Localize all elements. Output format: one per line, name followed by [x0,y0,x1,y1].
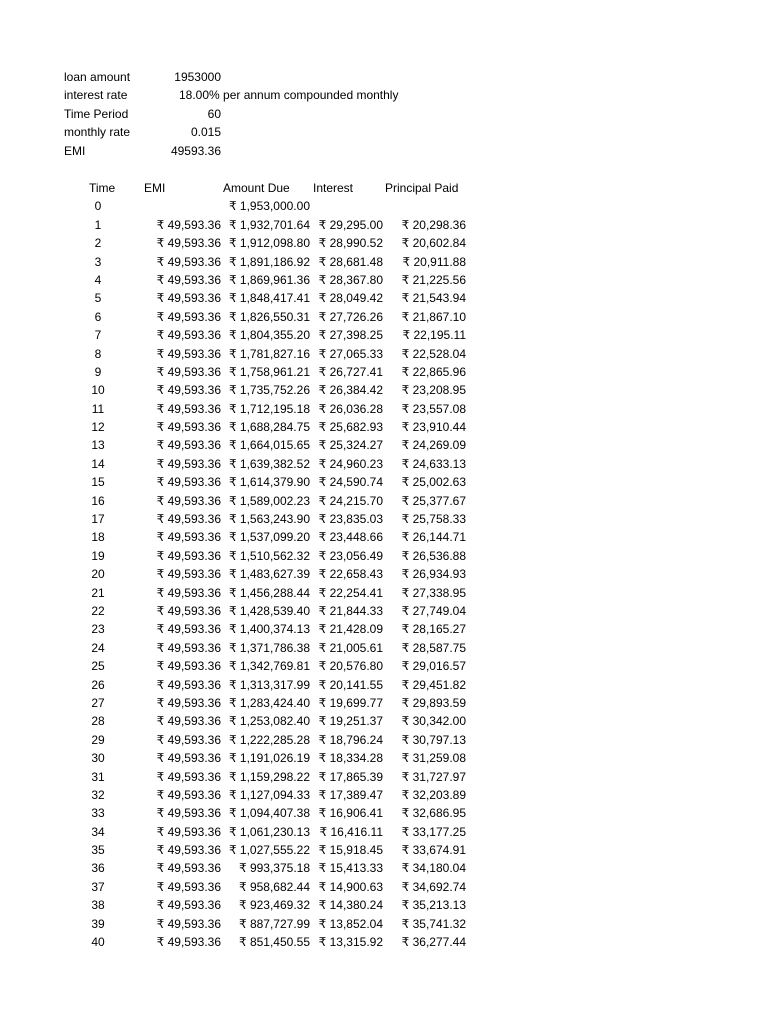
cell-time: 17 [91,512,105,527]
cell-interest: ₹ 15,413.33 [318,861,383,876]
cell-principal-paid: ₹ 26,144.71 [401,530,466,545]
cell-interest: ₹ 21,844.33 [318,603,383,618]
cell-principal-paid: ₹ 35,741.32 [401,916,466,931]
loan-amount-value: 1953000 [174,70,221,84]
cell-amount-due: ₹ 1,589,002.23 [228,493,310,508]
table-row [0,400,768,418]
cell-interest: ₹ 19,699.77 [318,695,383,710]
cell-interest: ₹ 15,918.45 [318,843,383,858]
cell-principal-paid: ₹ 23,910.44 [401,420,466,435]
cell-emi: ₹ 49,593.36 [156,787,221,802]
cell-emi: ₹ 49,593.36 [156,254,221,269]
cell-principal-paid: ₹ 23,557.08 [401,401,466,416]
cell-amount-due: ₹ 1,614,379.90 [228,475,310,490]
cell-emi: ₹ 49,593.36 [156,585,221,600]
cell-amount-due: ₹ 1,848,417.41 [228,291,310,306]
header-amount-due: Amount Due [223,181,290,195]
table-row [0,363,768,381]
cell-time: 15 [91,475,105,490]
cell-amount-due: ₹ 1,159,298.22 [228,769,310,784]
cell-interest: ₹ 23,448.66 [318,530,383,545]
cell-emi: ₹ 49,593.36 [156,493,221,508]
cell-emi: ₹ 49,593.36 [156,916,221,931]
cell-emi: ₹ 49,593.36 [156,456,221,471]
cell-principal-paid: ₹ 26,934.93 [401,567,466,582]
table-row [0,639,768,657]
cell-time: 29 [91,732,105,747]
cell-emi: ₹ 49,593.36 [156,272,221,287]
table-row [0,823,768,841]
cell-interest: ₹ 26,384.42 [318,383,383,398]
table-row [0,289,768,307]
cell-interest: ₹ 23,056.49 [318,548,383,563]
cell-amount-due: ₹ 1,313,317.99 [228,677,310,692]
table-row [0,657,768,675]
table-header [0,179,768,197]
cell-interest: ₹ 27,398.25 [318,328,383,343]
table-row [0,455,768,473]
cell-time: 27 [91,695,105,710]
cell-principal-paid: ₹ 28,165.27 [401,622,466,637]
cell-time: 33 [91,806,105,821]
cell-interest: ₹ 22,254.41 [318,585,383,600]
table-row [0,694,768,712]
cell-principal-paid: ₹ 29,451.82 [401,677,466,692]
cell-interest: ₹ 25,324.27 [318,438,383,453]
cell-principal-paid: ₹ 26,536.88 [401,548,466,563]
cell-time: 3 [94,254,102,269]
cell-emi: ₹ 49,593.36 [156,640,221,655]
table-row [0,584,768,602]
cell-amount-due: ₹ 1,712,195.18 [228,401,310,416]
cell-time: 13 [91,438,105,453]
table-row [0,234,768,252]
cell-interest: ₹ 28,049.42 [318,291,383,306]
cell-time: 8 [94,346,102,361]
table-row [0,749,768,767]
cell-amount-due: ₹ 1,688,284.75 [228,420,310,435]
cell-emi: ₹ 49,593.36 [156,603,221,618]
cell-amount-due: ₹ 1,563,243.90 [228,512,310,527]
cell-emi: ₹ 49,593.36 [156,291,221,306]
cell-interest: ₹ 17,865.39 [318,769,383,784]
cell-interest: ₹ 19,251.37 [318,714,383,729]
cell-amount-due: ₹ 1,222,285.28 [228,732,310,747]
cell-time: 4 [94,272,102,287]
cell-amount-due: ₹ 1,758,961.21 [228,364,310,379]
cell-amount-due: ₹ 1,191,026.19 [228,751,310,766]
cell-emi: ₹ 49,593.36 [156,935,221,950]
cell-principal-paid: ₹ 25,377.67 [401,493,466,508]
cell-principal-paid: ₹ 36,277.44 [401,935,466,950]
cell-amount-due: ₹ 923,469.32 [238,898,310,913]
cell-amount-due: ₹ 1,371,786.38 [228,640,310,655]
cell-principal-paid: ₹ 29,893.59 [401,695,466,710]
cell-emi: ₹ 49,593.36 [156,346,221,361]
table-row [0,528,768,546]
cell-emi: ₹ 49,593.36 [156,769,221,784]
cell-time: 21 [91,585,105,600]
table-row [0,768,768,786]
cell-emi: ₹ 49,593.36 [156,861,221,876]
cell-emi: ₹ 49,593.36 [156,714,221,729]
table-row [0,473,768,491]
table-row [0,896,768,914]
cell-interest: ₹ 24,215.70 [318,493,383,508]
table-row [0,841,768,859]
table-row [0,308,768,326]
cell-amount-due: ₹ 1,826,550.31 [228,309,310,324]
cell-amount-due: ₹ 1,094,407.38 [228,806,310,821]
monthly-rate-label: monthly rate [64,125,131,140]
cell-time: 16 [91,493,105,508]
cell-principal-paid: ₹ 27,749.04 [401,603,466,618]
cell-time: 37 [91,879,105,894]
cell-amount-due: ₹ 1,061,230.13 [228,824,310,839]
header-time: Time [89,181,116,195]
cell-principal-paid: ₹ 20,911.88 [402,254,466,269]
interest-rate-value: 18.00% per annum compounded monthly [179,88,399,103]
cell-principal-paid: ₹ 22,865.96 [401,364,466,379]
cell-interest: ₹ 17,389.47 [318,787,383,802]
table-row [0,676,768,694]
cell-interest: ₹ 26,727.41 [318,364,383,379]
cell-principal-paid: ₹ 23,208.95 [401,383,466,398]
cell-amount-due: ₹ 1,932,701.64 [228,217,310,232]
cell-principal-paid: ₹ 22,528.04 [401,346,466,361]
cell-emi: ₹ 49,593.36 [156,328,221,343]
table-row [0,786,768,804]
table-row [0,731,768,749]
cell-emi: ₹ 49,593.36 [156,622,221,637]
cell-time: 5 [94,291,102,306]
cell-amount-due: ₹ 958,682.44 [238,879,310,894]
cell-emi: ₹ 49,593.36 [156,420,221,435]
cell-interest: ₹ 18,334.28 [318,751,383,766]
cell-amount-due: ₹ 1,283,424.40 [228,695,310,710]
cell-principal-paid: ₹ 27,338.95 [401,585,466,600]
cell-interest: ₹ 21,005.61 [318,640,383,655]
cell-emi: ₹ 49,593.36 [156,843,221,858]
cell-amount-due: ₹ 1,869,961.36 [228,272,310,287]
cell-principal-paid: ₹ 31,727.97 [401,769,466,784]
cell-emi: ₹ 49,593.36 [156,732,221,747]
table-row [0,547,768,565]
cell-principal-paid: ₹ 21,867.10 [401,309,466,324]
cell-principal-paid: ₹ 21,225.56 [401,272,466,287]
cell-amount-due: ₹ 1,735,752.26 [228,383,310,398]
cell-time: 1 [94,217,102,232]
cell-interest: ₹ 22,658.43 [318,567,383,582]
cell-interest: ₹ 28,681.48 [318,254,383,269]
time-period-value: 60 [207,106,221,121]
cell-emi: ₹ 49,593.36 [156,475,221,490]
cell-emi: ₹ 49,593.36 [156,236,221,251]
cell-time: 9 [94,364,102,379]
cell-time: 23 [91,622,105,637]
cell-emi: ₹ 49,593.36 [156,751,221,766]
cell-principal-paid: ₹ 31,259.08 [401,751,466,766]
cell-principal-paid: ₹ 32,203.89 [401,787,466,802]
cell-emi: ₹ 49,593.36 [156,677,221,692]
cell-amount-due: ₹ 1,781,827.16 [228,346,310,361]
cell-time: 26 [91,677,105,692]
cell-interest: ₹ 26,036.28 [318,401,383,416]
cell-principal-paid: ₹ 20,602.84 [401,236,466,251]
table-row [0,565,768,583]
cell-emi: ₹ 49,593.36 [156,695,221,710]
cell-emi: ₹ 49,593.36 [156,879,221,894]
cell-amount-due: ₹ 1,342,769.81 [228,659,310,674]
cell-time: 12 [91,420,105,435]
table-row [0,381,768,399]
table-row [0,418,768,436]
table-row [0,915,768,933]
cell-principal-paid: ₹ 24,269.09 [401,438,466,453]
cell-amount-due: ₹ 851,450.55 [238,935,310,950]
cell-emi: ₹ 49,593.36 [156,898,221,913]
cell-principal-paid: ₹ 32,686.95 [401,806,466,821]
header-emi: EMI [144,181,166,195]
table-row [0,253,768,271]
cell-amount-due: ₹ 1,483,627.39 [228,567,310,582]
cell-emi: ₹ 49,593.36 [156,401,221,416]
cell-principal-paid: ₹ 33,674.91 [401,843,466,858]
cell-amount-due: ₹ 1,664,015.65 [228,438,310,453]
cell-principal-paid: ₹ 30,797.13 [401,732,466,747]
cell-time: 40 [91,935,105,950]
cell-interest: ₹ 24,590.74 [318,475,383,490]
cell-time: 18 [91,530,105,545]
cell-amount-due: ₹ 1,027,555.22 [228,843,310,858]
monthly-rate-value: 0.015 [190,125,221,140]
cell-amount-due: ₹ 1,804,355.20 [228,328,310,343]
interest-rate-label: interest rate [64,88,128,103]
cell-amount-due: ₹ 1,456,288.44 [228,585,310,600]
cell-time: 19 [91,548,105,563]
cell-amount-due: ₹ 1,127,094.33 [228,787,310,802]
cell-emi: ₹ 49,593.36 [156,217,221,232]
cell-amount-due: ₹ 1,912,098.80 [228,236,310,251]
cell-interest: ₹ 14,900.63 [318,879,383,894]
cell-principal-paid: ₹ 35,213.13 [401,898,466,913]
table-row [0,712,768,730]
cell-interest: ₹ 20,141.55 [318,677,383,692]
header-principal-paid: Principal Paid [385,181,459,195]
cell-interest: ₹ 13,852.04 [318,916,383,931]
cell-emi: ₹ 49,593.36 [156,438,221,453]
cell-time: 31 [91,769,105,784]
cell-interest: ₹ 24,960.23 [318,456,383,471]
cell-emi: ₹ 49,593.36 [156,309,221,324]
cell-amount-due: ₹ 1,891,186.92 [228,254,310,269]
cell-principal-paid: ₹ 30,342.00 [401,714,466,729]
cell-emi: ₹ 49,593.36 [156,824,221,839]
cell-time: 38 [91,898,105,913]
cell-time: 34 [91,824,105,839]
header-interest: Interest [313,181,354,195]
cell-emi: ₹ 49,593.36 [156,364,221,379]
cell-time: 2 [94,236,102,251]
cell-amount-due: ₹ 887,727.99 [238,916,310,931]
cell-amount-due: ₹ 1,253,082.40 [228,714,310,729]
cell-emi: ₹ 49,593.36 [156,548,221,563]
cell-interest: ₹ 16,906.41 [318,806,383,821]
table-row [0,859,768,877]
cell-interest: ₹ 21,428.09 [318,622,383,637]
cell-interest: ₹ 16,416.11 [319,824,383,839]
loan-amount-label: loan amount [64,70,131,84]
emi-value: 49593.36 [170,143,221,158]
amortization-table [0,197,768,951]
cell-interest: ₹ 27,065.33 [318,346,383,361]
cell-time: 39 [91,916,105,931]
table-row [0,602,768,620]
cell-principal-paid: ₹ 22,195.11 [402,328,466,343]
cell-interest: ₹ 13,315.92 [318,935,383,950]
cell-interest: ₹ 20,576.80 [318,659,383,674]
cell-principal-paid: ₹ 20,298.36 [401,217,466,232]
table-row [0,345,768,363]
table-row [0,492,768,510]
cell-time: 20 [91,567,105,582]
cell-amount-due: ₹ 1,953,000.00 [228,199,310,214]
time-period-label: Time Period [64,106,129,121]
cell-emi: ₹ 49,593.36 [156,659,221,674]
cell-interest: ₹ 25,682.93 [318,420,383,435]
cell-time: 36 [91,861,105,876]
cell-time: 35 [91,843,105,858]
cell-principal-paid: ₹ 34,180.04 [401,861,466,876]
cell-amount-due: ₹ 993,375.18 [238,861,310,876]
cell-time: 7 [94,328,102,343]
cell-interest: ₹ 29,295.00 [318,217,383,232]
cell-principal-paid: ₹ 25,002.63 [401,475,466,490]
table-row [0,620,768,638]
cell-time: 24 [91,640,105,655]
cell-time: 6 [94,309,102,324]
cell-principal-paid: ₹ 34,692.74 [401,879,466,894]
table-row [0,510,768,528]
cell-time: 10 [91,383,105,398]
cell-principal-paid: ₹ 28,587.75 [401,640,466,655]
cell-interest: ₹ 14,380.24 [318,898,383,913]
cell-emi: ₹ 49,593.36 [156,383,221,398]
cell-principal-paid: ₹ 29,016.57 [401,659,466,674]
cell-interest: ₹ 28,990.52 [318,236,383,251]
cell-interest: ₹ 23,835.03 [318,512,383,527]
cell-principal-paid: ₹ 33,177.25 [401,824,466,839]
table-row [0,878,768,896]
cell-interest: ₹ 18,796.24 [318,732,383,747]
cell-amount-due: ₹ 1,510,562.32 [228,548,310,563]
cell-amount-due: ₹ 1,400,374.13 [228,622,310,637]
cell-emi: ₹ 49,593.36 [156,530,221,545]
table-row [0,197,768,215]
table-row [0,804,768,822]
table-row [0,933,768,951]
cell-amount-due: ₹ 1,639,382.52 [228,456,310,471]
table-row [0,271,768,289]
cell-emi: ₹ 49,593.36 [156,567,221,582]
cell-principal-paid: ₹ 24,633.13 [401,456,466,471]
table-row [0,326,768,344]
cell-time: 14 [91,456,105,471]
cell-time: 11 [91,401,105,416]
cell-time: 30 [91,751,105,766]
table-row [0,216,768,234]
cell-emi: ₹ 49,593.36 [156,806,221,821]
cell-amount-due: ₹ 1,428,539.40 [228,603,310,618]
cell-time: 22 [91,603,105,618]
cell-emi: ₹ 49,593.36 [156,512,221,527]
cell-time: 32 [91,787,105,802]
cell-amount-due: ₹ 1,537,099.20 [228,530,310,545]
cell-time: 28 [91,714,105,729]
cell-time: 25 [91,659,105,674]
cell-principal-paid: ₹ 21,543.94 [401,291,466,306]
cell-interest: ₹ 27,726.26 [318,309,383,324]
emi-label: EMI [64,143,86,158]
cell-principal-paid: ₹ 25,758.33 [401,512,466,527]
cell-interest: ₹ 28,367.80 [318,272,383,287]
table-row [0,436,768,454]
cell-time: 0 [94,199,102,214]
